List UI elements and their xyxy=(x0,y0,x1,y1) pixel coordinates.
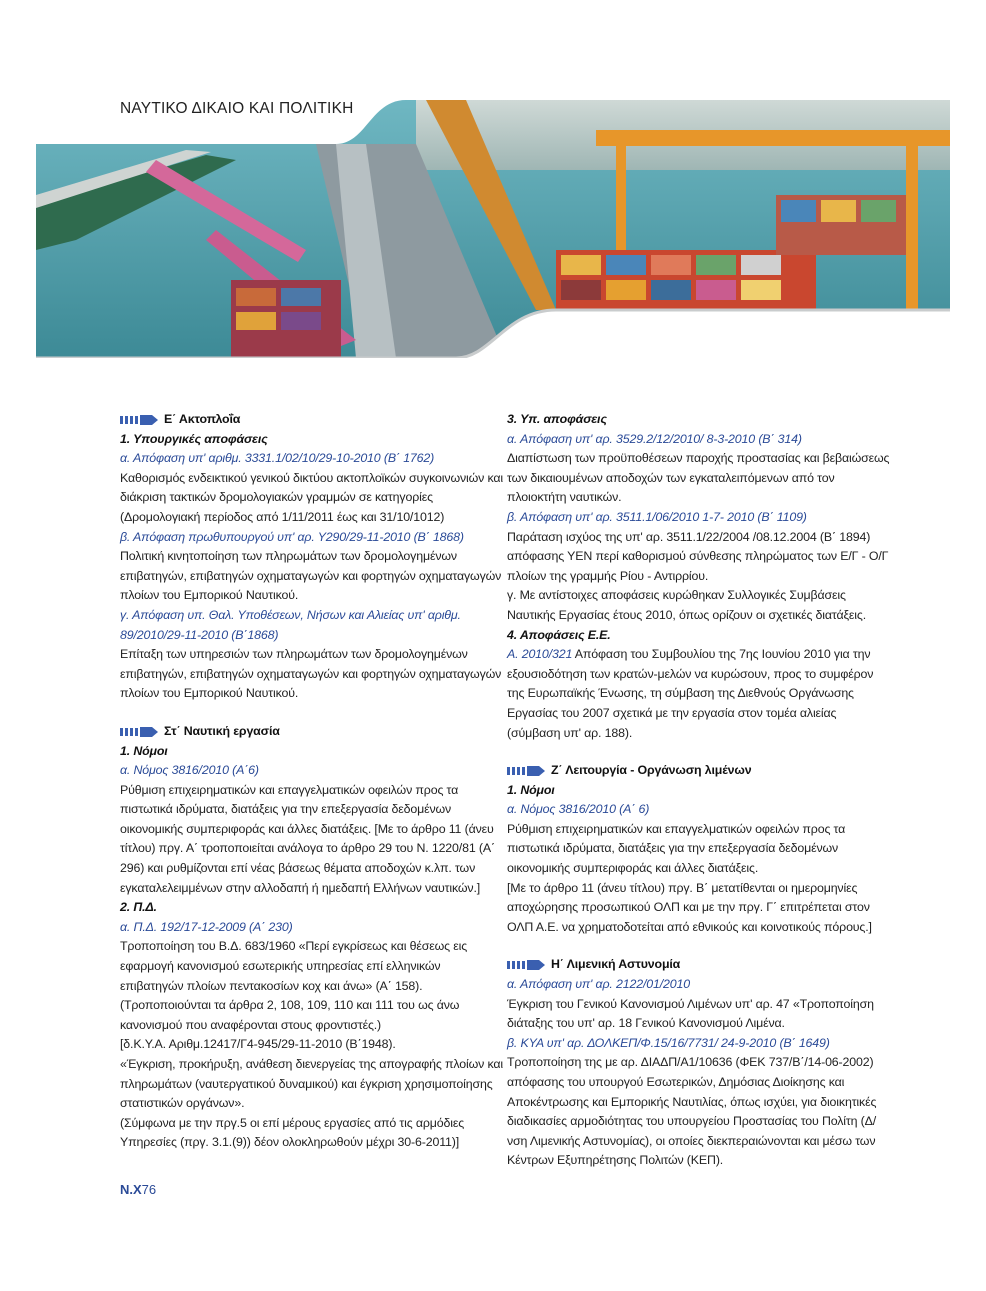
right-column xyxy=(507,410,891,1171)
left-column xyxy=(120,410,504,1153)
reference: α. Απόφαση υπ' αρ. 3529.2/12/2010/ 8-3-2010 (Β΄ 314) xyxy=(507,431,802,446)
paragraph: Έγκριση του Γενικού Κανονισμού Λιμένων υπ' αρ. 47 «Τροποποίηση διάταξης του υπ' αρ. 18 Γενικού Κανονισμού Λιμένα. xyxy=(507,996,874,1031)
paragraph: Ρύθμιση επιχειρηματικών και επαγγελματικών οφειλών προς τα πιστωτικά ιδρύματα, διατάξεις για την επεξεργασία δεδομένων οικονομικής συμπεριφοράς και άλλες διατάξεις. [Με το άρθρο 11 (άνευ τίτλου) πργ. Α΄ τροποποιείται ανάλογα το άρθρο 29 του Ν. 1220/81 (Α΄ 296) και ρυθμίζονται επί νέας βάσεως θέματα αποδοχών κ.λπ. των εγκαταλελειμμένων στην αλλοδαπή ή ημεδαπή Ελλήνων ναυτικών.] xyxy=(120,782,495,895)
reference: α. Π.Δ. 192/17-12-2009 (Α΄ 230) xyxy=(120,919,293,934)
page-number xyxy=(120,1182,156,1197)
paragraph: Πολιτική κινητοποίηση των πληρωμάτων των δρομολογημένων επιβατηγών, επιβατηγών οχηματαγωγών και φορτηγών οχηματαγωγών πλοίων του Εμπορικού Ναυτικού. xyxy=(120,549,502,603)
section-arrow-icon xyxy=(120,726,160,738)
section-heading xyxy=(507,761,891,781)
page-title: ΝΑΥΤΙΚΟ ΔΙΚΑΙΟ ΚΑΙ ΠΟΛΙΤΙΚΗ xyxy=(120,100,354,117)
paragraph: «Έγκριση, προκήρυξη, ανάθεση διενεργείας της απογραφής πλοίων και πληρωμάτων (ναυτεργατικού δυναμικού) και έγκριση χρησιμοποίησης στατιστικών οργάνων». xyxy=(120,1057,503,1111)
paragraph-text: Απόφαση του Συμβουλίου της 7ης Ιουνίου 2010 για την εξουσιοδότηση των κρατών-μελών να κυρώσουν, προς το συμφέρον της Ευρωπαϊκής Ένωσης, τη σύμβαση της Διεθνούς Οργάνωσης Εργασίας του 2007 σχετικά με την εργασία στον τομέα αλιείας (σύμβαση υπ' αρ. 188). xyxy=(507,647,874,740)
page-num: 76 xyxy=(141,1182,157,1197)
subheading: 1. Υπουργικές αποφάσεις xyxy=(120,431,268,446)
subheading: 1. Νόμοι xyxy=(120,743,168,758)
reference: β. ΚΥΑ υπ' αρ. ΔΟΛΚΕΠ/Φ.15/16/7731/ 24-9-2010 (Β΄ 1649) xyxy=(507,1035,830,1050)
paragraph: [δ.Κ.Υ.Α. Αριθμ.12417/Γ4-945/29-11-2010 (Β΄1948). xyxy=(120,1037,396,1052)
subheading: 3. Υπ. αποφάσεις xyxy=(507,412,607,426)
reference: α. Νόμος 3816/2010 (Α΄6) xyxy=(120,763,259,778)
reference: γ. Απόφαση υπ. Θαλ. Υποθέσεων, Νήσων και Αλιείας υπ' αριθμ. 89/2010/29-11-2010 (Β΄1868) xyxy=(120,607,461,642)
port-banner-image xyxy=(36,100,950,358)
paragraph: Τροποποίηση της με αρ. ΔΙΑΔΠ/Α1/10636 (ΦΕΚ 737/Β΄/14-06-2002) απόφασης του υπουργού Εσωτερικών, Δημόσιας Διοίκησης και Αποκέντρωσης και Εμπορικής Ναυτιλίας, όπως ισχύει, για διοικητικές διαδικασίες αρμοδιότητας του υπουργείου Προστασίας του Πολίτη (Δ/νση Λιμενικής Αστυνομίας), οι οποίες διεκπεραιώνονται και μέσω των Κέντρων Εξυπηρέτησης Πολιτών (ΚΕΠ). xyxy=(507,1055,877,1168)
section-title: Στ΄ Ναυτική εργασία xyxy=(164,723,280,738)
reference: β. Απόφαση πρωθυπουργού υπ' αρ. Υ290/29-11-2010 (Β΄ 1868) xyxy=(120,529,464,544)
reference: α. Απόφαση υπ' αριθμ. 3331.1/02/10/29-10-2010 (Β΄ 1762) xyxy=(120,451,435,466)
paragraph: γ. Με αντίστοιχες αποφάσεις κυρώθηκαν Συλλογικές Συμβάσεις Ναυτικής Εργασίας έτους 2010, όπως ορίζουν οι σχετικές διατάξεις. xyxy=(507,588,866,622)
paragraph: Επίταξη των υπηρεσιών των πληρωμάτων των δρομολογημένων επιβατηγών, επιβατηγών οχηματαγωγών και φορτηγών οχηματαγωγών πλοίων του Εμπορικού Ναυτικού. xyxy=(120,647,502,701)
subheading: 4. Αποφάσεις Ε.Ε. xyxy=(507,627,611,642)
reference: β. Απόφαση υπ' αρ. 3511.1/06/2010 1-7- 2010 (Β΄ 1109) xyxy=(507,509,807,524)
reference: α. Νόμος 3816/2010 (Α΄ 6) xyxy=(507,802,650,817)
section-heading xyxy=(507,955,891,975)
section-title: Η΄ Λιμενική Αστυνομία xyxy=(551,957,681,972)
paragraph: Ρύθμιση επιχειρηματικών και επαγγελματικών οφειλών προς τα πιστωτικά ιδρύματα, διατάξεις για την επεξεργασία δεδομένων οικονομικής συμπεριφοράς και άλλες διατάξεις. xyxy=(507,821,846,876)
reference: α. Απόφαση υπ' αρ. 2122/01/2010 xyxy=(507,977,691,992)
paragraph: Παράταση ισχύος της υπ' αρ. 3511.1/22/2004 /08.12.2004 (Β΄ 1894) απόφασης ΥΕΝ περί καθορισμού σύνθεσης πληρώματος των Ε/Γ - Ο/Γ πλοίων της γραμμής Ρίου - Αντιρρίου. xyxy=(507,529,889,583)
subheading: 2. Π.Δ. xyxy=(120,900,157,915)
section-arrow-icon xyxy=(507,765,547,777)
reference: Α. 2010/321 xyxy=(507,647,573,662)
section-arrow-icon xyxy=(120,414,160,426)
section-title: Ζ΄ Λειτουργία - Οργάνωση λιμένων xyxy=(551,763,752,778)
magazine-brand: N.X xyxy=(120,1182,142,1197)
paragraph: Καθορισμός ενδεικτικού γενικού δικτύου ακτοπλοϊκών συγκοινωνιών και διάκριση τακτικών δρομολογιακών γραμμών σε κατηγορίες (Δρομολογιακή περίοδος από 1/11/2011 έως και 31/10/1012) xyxy=(120,470,503,524)
paragraph: (Σύμφωνα με την πργ.5 οι επί μέρους εργασίες από τις αρμόδιες Υπηρεσίες (πργ. 3.1.(9)) δέον ολοκληρωθούν μέχρι 30-6-2011)] xyxy=(120,1115,465,1150)
paragraph: Τροποποίηση του Β.Δ. 683/1960 «Περί εγκρίσεως και θέσεως εις εφαρμογή κανονισμού εσωτερικής υπηρεσίας επί ελληνικών επιβατηγών πλοίων πεντακοσίων κοχ και άνω» (Α΄ 158). (Τροποποιούνται τα άρθρα 2, 108, 109, 110 και 111 του ως άνω κανονισμού που αναφέρονται στους φροντιστές.) xyxy=(120,939,468,1032)
section-heading xyxy=(120,722,504,742)
paragraph: Διαπίστωση των προϋποθέσεων παροχής προστασίας και βεβαιώσεως των δικαιουμένων αποδοχών των εγκαταλειπόμενων από τον πλοιοκτήτη ναυτικών. xyxy=(507,451,890,505)
section-arrow-icon xyxy=(507,959,547,971)
section-heading xyxy=(120,410,504,430)
section-title: Ε΄ Ακτοπλοΐα xyxy=(164,412,241,426)
paragraph: [Με το άρθρο 11 (άνευ τίτλου) πργ. Β΄ μετατίθενται οι ημερομηνίες αποχώρησης προσωπικού ΟΛΠ και με την πργ. Γ΄ επιτρέπεται στον ΟΛΠ Α.Ε. να χρηματοδοτείται από εθνικούς και κοινοτικούς πόρους.] xyxy=(507,880,872,934)
paragraph xyxy=(507,645,891,743)
port-photo-icon xyxy=(36,100,950,358)
subheading: 1. Νόμοι xyxy=(507,782,555,797)
